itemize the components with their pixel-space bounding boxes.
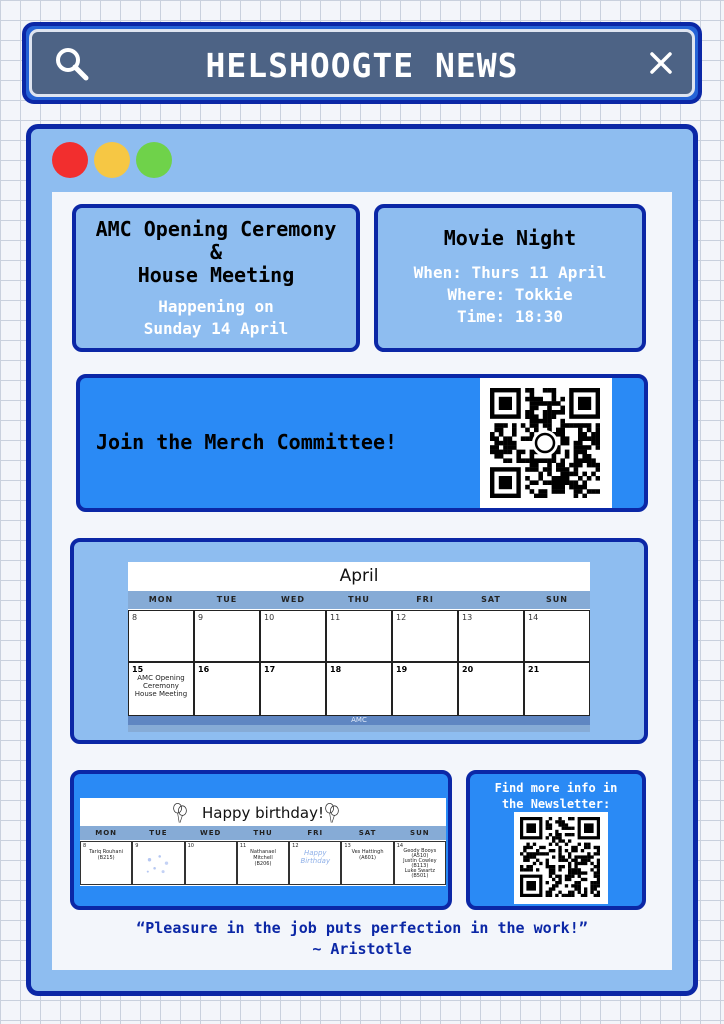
- birthday-day[interactable]: 12 Happy Birthday: [289, 841, 341, 885]
- newsletter-qr-code[interactable]: [514, 812, 608, 904]
- april-calendar: [128, 562, 590, 732]
- confetti-icon: [141, 850, 175, 878]
- calendar-day[interactable]: 10: [260, 610, 326, 662]
- movie-night-card: [374, 204, 646, 352]
- calendar-day[interactable]: 14: [524, 610, 590, 662]
- qr-code-icon: [520, 817, 600, 897]
- newsletter-card: [466, 770, 646, 910]
- movie-details: When: Thurs 11 April Where: Tokkie Time: 18:30: [413, 263, 607, 326]
- calendar-day[interactable]: 15 AMC Opening Ceremony House Meeting: [128, 662, 194, 716]
- calendar-day[interactable]: 9: [194, 610, 260, 662]
- amc-event-bar[interactable]: AMC: [128, 716, 590, 725]
- title-bar-inner: [29, 29, 695, 97]
- happy-birthday-graphic: Happy Birthday: [300, 849, 331, 865]
- merch-committee-card: [76, 374, 648, 512]
- window-maximize-dot[interactable]: [136, 142, 172, 178]
- amc-title: AMC Opening Ceremony & House Meeting: [95, 217, 337, 287]
- calendar-footer: [128, 725, 590, 732]
- birthday-day[interactable]: 13 Ves Hattingh (A601): [341, 841, 393, 885]
- calendar-week-2: [128, 662, 590, 716]
- weekday-label: MON: [148, 595, 174, 604]
- title-bar: [22, 22, 702, 104]
- close-icon[interactable]: [646, 48, 676, 78]
- movie-title: Movie Night: [443, 226, 577, 250]
- weekday-label: FRI: [416, 595, 434, 604]
- weekday-label: WED: [200, 829, 222, 837]
- calendar-title: April: [339, 566, 379, 586]
- amc-ceremony-card: [72, 204, 360, 352]
- birthday-weekday-row: [80, 826, 446, 840]
- merch-text: Join the Merch Committee!: [96, 430, 398, 454]
- birthday-card: [70, 770, 452, 910]
- birthday-day[interactable]: 9: [132, 841, 184, 885]
- birthday-title: Happy birthday!: [201, 804, 324, 822]
- quote: “Pleasure in the job puts perfection in the work!” ~ Aristotle: [136, 919, 588, 958]
- calendar-day[interactable]: 11: [326, 610, 392, 662]
- birthday-name: Nathanael Mitchell (B206): [250, 849, 276, 867]
- calendar-day[interactable]: 17: [260, 662, 326, 716]
- weekday-label: SUN: [546, 595, 568, 604]
- calendar-day[interactable]: 20: [458, 662, 524, 716]
- weekday-label: TUE: [216, 595, 238, 604]
- calendar-day[interactable]: 12: [392, 610, 458, 662]
- window-close-dot[interactable]: [52, 142, 88, 178]
- calendar-day[interactable]: 16: [194, 662, 260, 716]
- whatsapp-qr-code[interactable]: [480, 378, 612, 508]
- newsletter-text: Find more info in the Newsletter:: [494, 781, 618, 811]
- weekday-label: FRI: [307, 829, 324, 837]
- birthday-calendar: [80, 798, 446, 886]
- amc-date: Happening on Sunday 14 April: [143, 297, 289, 338]
- weekday-label: THU: [348, 595, 370, 604]
- calendar-day[interactable]: 13: [458, 610, 524, 662]
- weekday-label: SAT: [481, 595, 501, 604]
- calendar-weekday-row: [128, 591, 590, 609]
- qr-code-icon: [490, 388, 600, 498]
- calendar-day[interactable]: 18: [326, 662, 392, 716]
- weekday-label: TUE: [149, 829, 168, 837]
- weekday-label: THU: [253, 829, 273, 837]
- window-minimize-dot[interactable]: [94, 142, 130, 178]
- birthday-day[interactable]: 11 Nathanael Mitchell (B206): [237, 841, 289, 885]
- birthday-day[interactable]: 14 Geody Booys (A510) Justin Cowley (B113) Luke Swartz (B501): [394, 841, 446, 885]
- calendar-event: AMC Opening Ceremony House Meeting: [134, 674, 188, 698]
- balloons-icon: [324, 802, 340, 824]
- birthday-day[interactable]: 10: [185, 841, 237, 885]
- birthday-name: Geody Booys (A510) Justin Cowley (B113) Luke Swartz (B501): [403, 848, 437, 879]
- weekday-label: SUN: [410, 829, 430, 837]
- weekday-label: WED: [281, 595, 305, 604]
- birthday-day[interactable]: 8 Tariq Rouhani (B215): [80, 841, 132, 885]
- birthday-name: Tariq Rouhani (B215): [89, 849, 124, 861]
- calendar-day[interactable]: 8: [128, 610, 194, 662]
- birthday-week: [80, 841, 446, 885]
- birthday-name: Ves Hattingh (A601): [351, 849, 384, 861]
- april-calendar-card: [70, 538, 648, 744]
- calendar-day[interactable]: 21: [524, 662, 590, 716]
- weekday-label: MON: [95, 829, 118, 837]
- page-title: HELSHOOGTE NEWS: [205, 46, 519, 85]
- calendar-day[interactable]: 19: [392, 662, 458, 716]
- calendar-week-1: [128, 610, 590, 662]
- weekday-label: SAT: [358, 829, 377, 837]
